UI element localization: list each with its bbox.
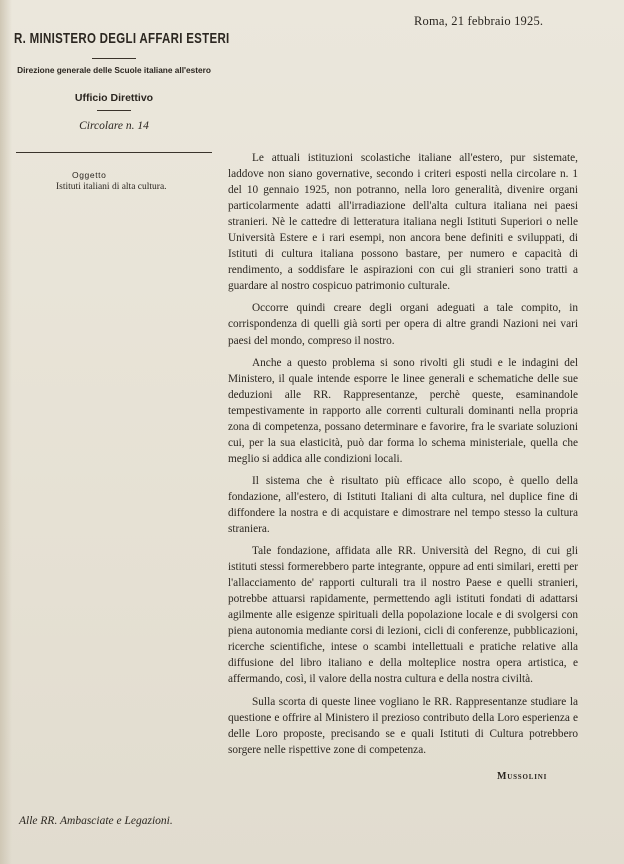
page-shadow (0, 0, 12, 864)
body-paragraph: Anche a questo problema si sono rivolti gli studi e le indagini del Ministero, il quale intende esporre le linee generali e schematiche delle sue deduzioni alle RR. Rappresentanze, perchè queste, esaminandole tempestivamente in rapporto alle correnti culturali dominanti nella propria zona di competenza, possano determinare e favorire, fra le svariate soluzioni cui, per la sua elasticità, può dar forma lo schema ministeriale, quella che meglio si addica alle condizioni locali. (228, 356, 578, 465)
recipient-line: Alle RR. Ambasciate e Legazioni. (19, 815, 173, 827)
office-divider (97, 110, 131, 111)
letterhead (14, 30, 230, 132)
circular-number: Circolare n. 14 (79, 120, 149, 132)
signature: Mussolini (497, 771, 548, 782)
letterhead-rule (16, 152, 212, 153)
letterhead-divider (92, 58, 136, 59)
subject-text: Istituti italiani di alta cultura. (56, 182, 167, 192)
body-paragraph: Il sistema che è risultato più efficace allo scopo, è quello della fondazione, all'estero, di Istituti Italiani di alta cultura, nel duplice fine di diffondere la nostra e di acquistare e dimostrare nel tempo stesso la cultura straniera. (228, 474, 578, 536)
body-paragraph: Le attuali istituzioni scolastiche italiane all'estero, pur sistemate, laddove non siano governative, secondo i criteri esposti nella circolare n. 1 del 10 gennaio 1925, non potranno, nella loro generalità, divenire organi particolarmente adatti all'irradiazione dell'alta cultura italiana nei paesi stranieri. Nè le cattedre di letteratura italiana negli Istituti Superiori o nelle Università Estere e i rari esempi, non ancora bene definiti e sviluppati, di Istituti di cultura italiana possono bastare, per numero e capacità di rendimento, a soddisfare le aspirazioni con cui gli stranieri sono tratti a guardare al nostro cospicuo patrimonio culturale. (228, 152, 578, 293)
document-date: Roma, 21 febbraio 1925. (414, 14, 544, 28)
subject-heading: Oggetto (72, 170, 107, 180)
office-name: Ufficio Direttivo (74, 92, 154, 104)
body-paragraph: Sulla scorta di queste linee vogliano le RR. Rappresentanze studiare la questione e offrire al Ministero il prezioso contributo della Loro esperienza e delle Loro proposte, precisando se e quali Istituti di Cultura potrebbero sorgere nelle rispettive zone di competenza. (228, 695, 578, 756)
body-paragraph: Tale fondazione, affidata alle RR. Università del Regno, di cui gli istituti stessi formerebbero parte integrante, oppure ad enti similari, eretti per l'allacciamento de' rapporti culturali tra il nostro Paese e quelli stranieri, potrebbe attuarsi rapidamente, permettendo agli istituti fondati di adattarsi agilmente alle esigenze spirituali della popolazione locale e di svolgersi con piena autonomia mediante corsi di lezioni, cicli di conferenze, pubblicazioni, ricerche scientifiche, intese o scambi intellettuali e pratiche relative alla diffusione del libro italiano e della molteplice nostra opera artistica, e affermando, così, il valore della nostra cultura e della nostra civiltà. (228, 545, 578, 686)
letter-body (228, 150, 578, 764)
directorate-name: Direzione generale delle Scuole italiane all'estero (17, 65, 211, 75)
body-paragraph: Occorre quindi creare degli organi adeguati a tale compito, in corrispondenza di quelli già sorti per opera di altre grandi Nazioni nei vari paesi del mondo, compreso il nostro. (228, 302, 578, 347)
ministry-name: R. MINISTERO DEGLI AFFARI ESTERI (14, 31, 230, 47)
